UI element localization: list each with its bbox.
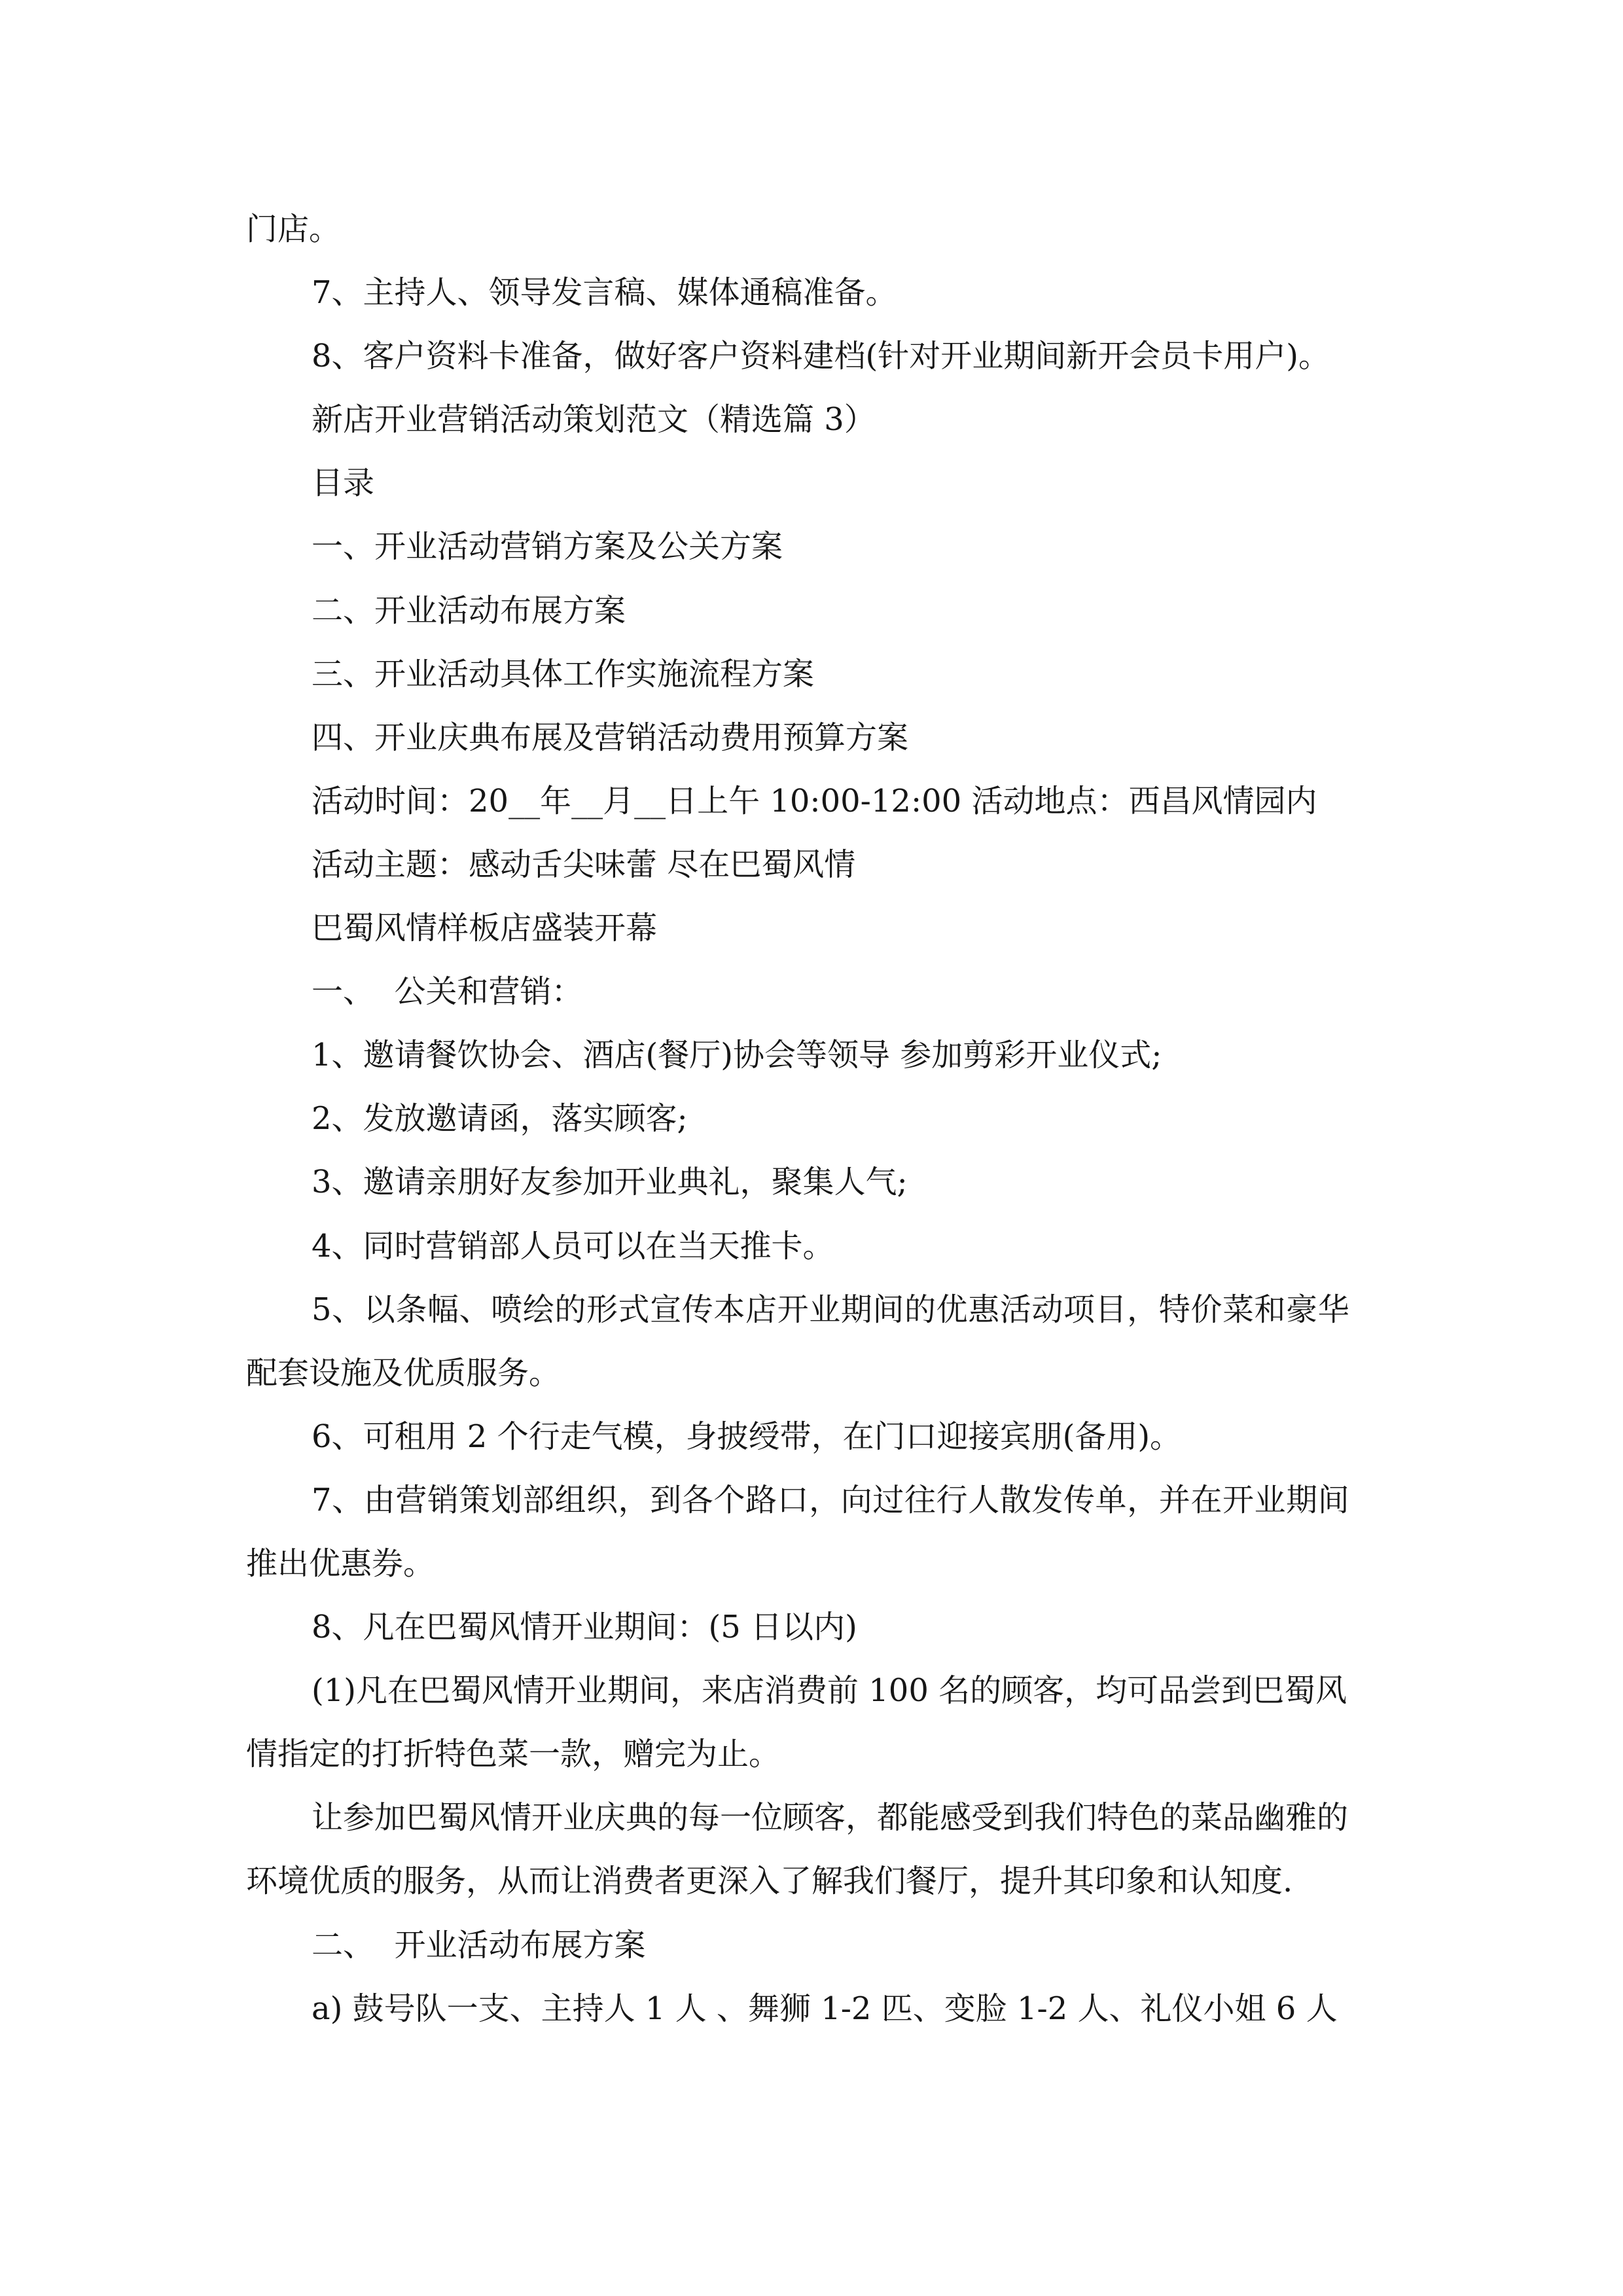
document-body — [246, 198, 1382, 2041]
text-line: 5、以条幅、喷绘的形式宣传本店开业期间的优惠活动项目，特价菜和豪华 — [312, 1291, 1350, 1328]
section-heading: 二、 开业活动布展方案 — [312, 1926, 646, 1964]
text-line: a) 鼓号队一支、主持人 1 人 、舞狮 1-2 匹、变脸 1-2 人、礼仪小姐 6 人 — [312, 1990, 1338, 2027]
section-heading: 一、 公关和营销： — [312, 973, 583, 1011]
text-line: 推出优惠券。 — [246, 1545, 435, 1582]
text-line: 3、邀请亲朋好友参加开业典礼，聚集人气; — [312, 1164, 908, 1201]
text-line: 巴蜀风情样板店盛装开幕 — [312, 910, 658, 947]
text-line: 活动时间：20__年__月__日上午 10:00-12:00 活动地点：西昌风情园内 — [312, 782, 1317, 819]
toc-item: 三、开业活动具体工作实施流程方案 — [312, 655, 815, 692]
text-line: 让参加巴蜀风情开业庆典的每一位顾客，都能感受到我们特色的菜品幽雅的 — [312, 1799, 1349, 1837]
text-line: 配套设施及优质服务。 — [246, 1354, 561, 1391]
toc-item: 四、开业庆典布展及营销活动费用预算方案 — [312, 719, 909, 756]
text-line: 1、邀请餐饮协会、酒店(餐厅)协会等领导 参加剪彩开业仪式; — [312, 1037, 1162, 1074]
text-line: 环境优质的服务，从而让消费者更深入了解我们餐厅，提升其印象和认知度. — [246, 1863, 1293, 1900]
section-title: 新店开业营销活动策划范文（精选篇 3） — [312, 401, 876, 439]
toc-item: 一、开业活动营销方案及公关方案 — [312, 528, 783, 565]
text-line: (1)凡在巴蜀风情开业期间，来店消费前 100 名的顾客，均可品尝到巴蜀风 — [312, 1672, 1347, 1710]
text-line: 情指定的打折特色菜一款，赠完为止。 — [246, 1736, 781, 1773]
text-line: 活动主题：感动舌尖味蕾 尽在巴蜀风情 — [312, 846, 856, 883]
text-line: 2、发放邀请函，落实顾客; — [312, 1100, 688, 1138]
text-line: 7、主持人、领导发言稿、媒体通稿准备。 — [312, 274, 897, 312]
text-line: 7、由营销策划部组织，到各个路口，向过往行人散发传单，并在开业期间 — [312, 1481, 1350, 1518]
text-line: 8、凡在巴蜀风情开业期间：(5 日以内) — [312, 1609, 857, 1646]
text-line: 8、客户资料卡准备，做好客户资料建档(针对开业期间新开会员卡用户)。 — [312, 338, 1330, 375]
text-line: 6、可租用 2 个行走气模，身披绶带，在门口迎接宾朋(备用)。 — [312, 1418, 1182, 1455]
toc-item: 二、开业活动布展方案 — [312, 592, 626, 629]
text-line: 门店。 — [246, 211, 341, 247]
toc-heading: 目录 — [312, 465, 375, 502]
text-line: 4、同时营销部人员可以在当天推卡。 — [312, 1227, 834, 1265]
